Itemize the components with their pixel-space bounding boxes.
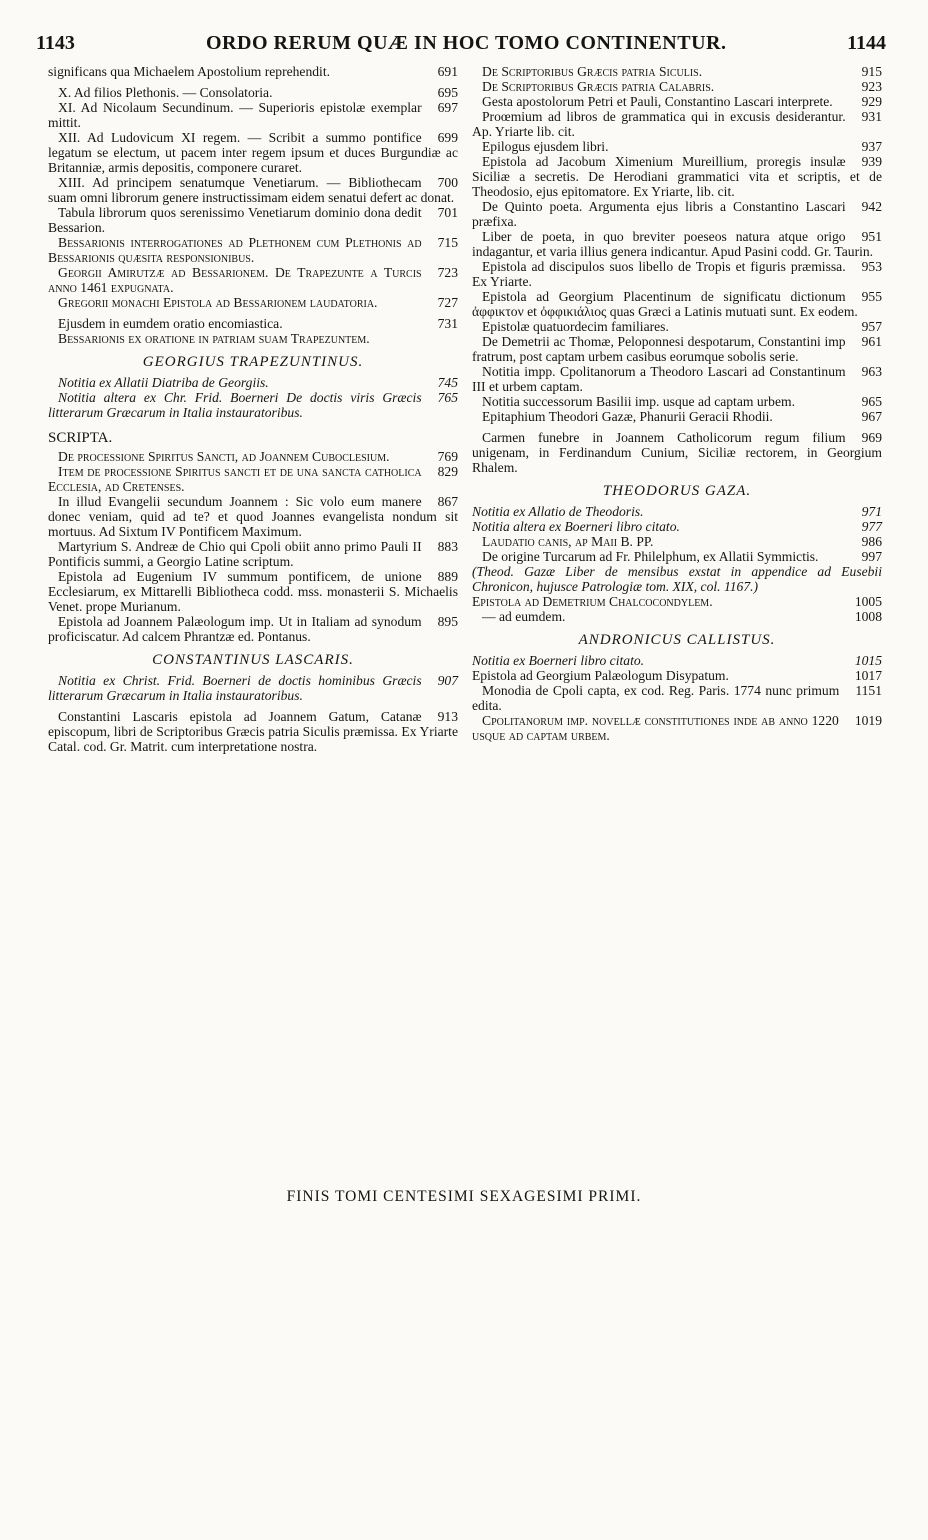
toc-entry: 727 Gregorii monachi Epistola ad Bessarionem laudatoria. [58,295,458,310]
toc-entry: 889 Epistola ad Eugenium IV summum pontificem, de unione Ecclesiarum, ex Mittarelli Bibliotheca codd. mss. monasterii S. Michaelis Venet. prope Murianum. [48,569,458,614]
toc-entry: 929 Gesta apostolorum Petri et Pauli, Constantino Lascari interprete. [482,94,882,109]
section-heading-georgius: GEORGIUS TRAPEZUNTINUS. [142,354,364,370]
toc-entry: 942 De Quinto poeta. Argumenta ejus libris a Constantino Lascari præfixa. [472,199,882,229]
toc-entry: 701 Tabula librorum quos serenissimo Venetiarum dominio dona dedit Bessarion. [48,205,458,235]
toc-entry: Bessarionis ex oratione in patriam suam Trapezuntem. [58,331,370,346]
left-column [48,64,458,754]
toc-entry: 986 Laudatio canis, ap Maii B. PP. [482,534,882,549]
toc-entry: 957 Epistolæ quatuordecim familiares. [482,319,882,334]
toc-entry: 1019 Cpolitanorum imp. novellæ constitutiones inde ab anno 1220 usque ad captam urbem. [472,713,882,743]
toc-entry: 913 Constantini Lascaris epistola ad Joannem Gatum, Catanæ episcopum, libri de Scriptoribus Græcis patria Siculis præmissa. Ex Yriarte Catal. cod. Gr. Matrit. cum interpretatione nostra. [48,709,458,754]
section-heading-theodorus: THEODORUS GAZA. [602,483,752,499]
toc-entry: 765 Notitia altera ex Chr. Frid. Boerneri De doctis viris Græcis litterarum Græcarum in Italia instauratoribus. [48,390,458,420]
toc-entry: 971 Notitia ex Allatio de Theodoris. [472,504,882,519]
toc-entry: 715 Bessarionis interrogationes ad Plethonem cum Plethonis ad Bessarionis quæsita responsionibus. [48,235,458,265]
toc-entry: 977 Notitia altera ex Boerneri libro citato. [472,519,882,534]
toc-entry: 1005 Epistola ad Demetrium Chalcocondylem. [472,594,882,609]
toc-entry: 723 Georgii Amirutzæ ad Bessarionem. De Trapezunte a Turcis anno 1461 expugnata. [48,265,458,295]
toc-entry: 895 Epistola ad Joannem Palæologum imp. Ut in Italiam ad synodum proficiscatur. Ad calcem Phrantzæ ed. Pontanus. [48,614,458,644]
toc-entry: 965 Notitia successorum Basilii imp. usque ad captam urbem. [482,394,882,409]
toc-entry: 953 Epistola ad discipulos suos libello de Tropis et figuris præmissa. Ex Yriarte. [472,259,882,289]
toc-entry: 695 X. Ad filios Plethonis. — Consolatoria. [58,85,458,100]
toc-entry: 963 Notitia impp. Cpolitanorum a Theodoro Lascari ad Constantinum III et urbem captam. [472,364,882,394]
section-heading-constantinus: CONSTANTINUS LASCARIS. [152,652,354,668]
right-column [472,64,882,743]
toc-entry: 969 Carmen funebre in Joannem Catholicorum regum filium unigenam, in Ferdinandum Cunium, Siciliæ rectorem, in Georgium Rhalem. [472,430,882,475]
toc-entry: 700 XIII. Ad principem senatumque Venetiarum. — Bibliothecam suam omni librorum genere instructissimam eidem senatui defert ac donat. [48,175,458,205]
toc-entry: 1151 Monodia de Cpoli capta, ex cod. Reg. Paris. 1774 nunc primum edita. [472,683,882,713]
toc-entry: 939 Epistola ad Jacobum Ximenium Mureillium, proregis insulæ Siciliæ a secretis. De Herodiani grammatici vita et scriptis, et de Theodosio, ejus epitomatore. Ex Yriarte, lib. cit. [472,154,882,199]
toc-entry: 931 Proœmium ad libros de grammatica qui in excusis desiderantur. Ap. Yriarte lib. cit. [472,109,882,139]
toc-entry: 1015 Notitia ex Boerneri libro citato. [472,653,882,668]
section-heading-scripta: SCRIPTA. [48,430,113,446]
toc-entry: 883 Martyrium S. Andreæ de Chio qui Cpoli obiit anno primo Pauli II Pontificis summi, a Georgio Latine scriptum. [48,539,458,569]
toc-entry: 731 Ejusdem in eumdem oratio encomiastica. [58,316,458,331]
toc-entry: 1008 — ad eumdem. [482,609,882,624]
closing-line: FINIS TOMI CENTESIMI SEXAGESIMI PRIMI. [286,1188,642,1205]
page-number-right: 1144 [847,32,886,54]
toc-entry: 937 Epilogus ejusdem libri. [482,139,882,154]
toc-entry: (Theod. Gazæ Liber de mensibus exstat in appendice ad Eusebii Chronicon, hujusce Patrologiæ tom. XIX, col. 1167.) [472,564,882,594]
running-title: ORDO RERUM QUÆ IN HOC TOMO CONTINENTUR. [206,32,727,54]
toc-entry: 697 XI. Ad Nicolaum Secundinum. — Superioris epistolæ exemplar mittit. [48,100,458,130]
toc-entry: 691 significans qua Michaelem Apostolium reprehendit. [48,64,458,79]
toc-entry: 829 Item de processione Spiritus sancti et de una sancta catholica Ecclesia, ad Cretenses. [48,464,458,494]
page-header [36,30,886,60]
toc-entry: 699 XII. Ad Ludovicum XI regem. — Scribit a summo pontifice legatum se electum, ut pacem inter regem ipsum et duces Burgundiæ ac Britanniæ, armis depositis, componere curaret. [48,130,458,175]
left-entries [48,64,458,346]
toc-entry: 951 Liber de poeta, in quo breviter poeseos natura atque origo indagantur, et varia illius genera indicantur. Apud Pasini codd. Gr. Taurin. [472,229,882,259]
toc-entry: 923 De Scriptoribus Græcis patria Calabris. [482,79,882,94]
toc-entry: 1017 Epistola ad Georgium Palæologum Disypatum. [472,668,882,683]
toc-entry: 769 De processione Spiritus Sancti, ad Joannem Cuboclesium. [58,449,458,464]
toc-entry: 997 De origine Turcarum ad Fr. Philelphum, ex Allatii Symmictis. [482,549,882,564]
page-number-left: 1143 [36,32,75,54]
toc-entry: 967 Epitaphium Theodori Gazæ, Phanurii Geracii Rhodii. [482,409,882,424]
toc-entry: 955 Epistola ad Georgium Placentinum de significatu dictionum ἀφφικτον et ὀφφικιάλιος quas Græci a Latinis mutuati sunt. Ex eodem. [472,289,882,319]
toc-entry: 907 Notitia ex Christ. Frid. Boerneri de doctis hominibus Græcis litterarum Græcarum in Italia instauratoribus. [48,673,458,703]
section-heading-andronicus: ANDRONICUS CALLISTUS. [578,632,776,648]
toc-entry: 915 De Scriptoribus Græcis patria Siculis. [482,64,882,79]
toc-entry: 961 De Demetrii ac Thomæ, Peloponnesi despotarum, Constantini imp fratrum, post captam urbem casibus eorumque sobolis serie. [472,334,882,364]
toc-entry: 745 Notitia ex Allatii Diatriba de Georgiis. [58,375,458,390]
toc-entry: 867 In illud Evangelii secundum Joannem : Sic volo eum manere donec veniam, quid ad te? et quod Joannes evangelista nondum sit mortuus. Ad Sixtum IV Pontificem Maximum. [48,494,458,539]
